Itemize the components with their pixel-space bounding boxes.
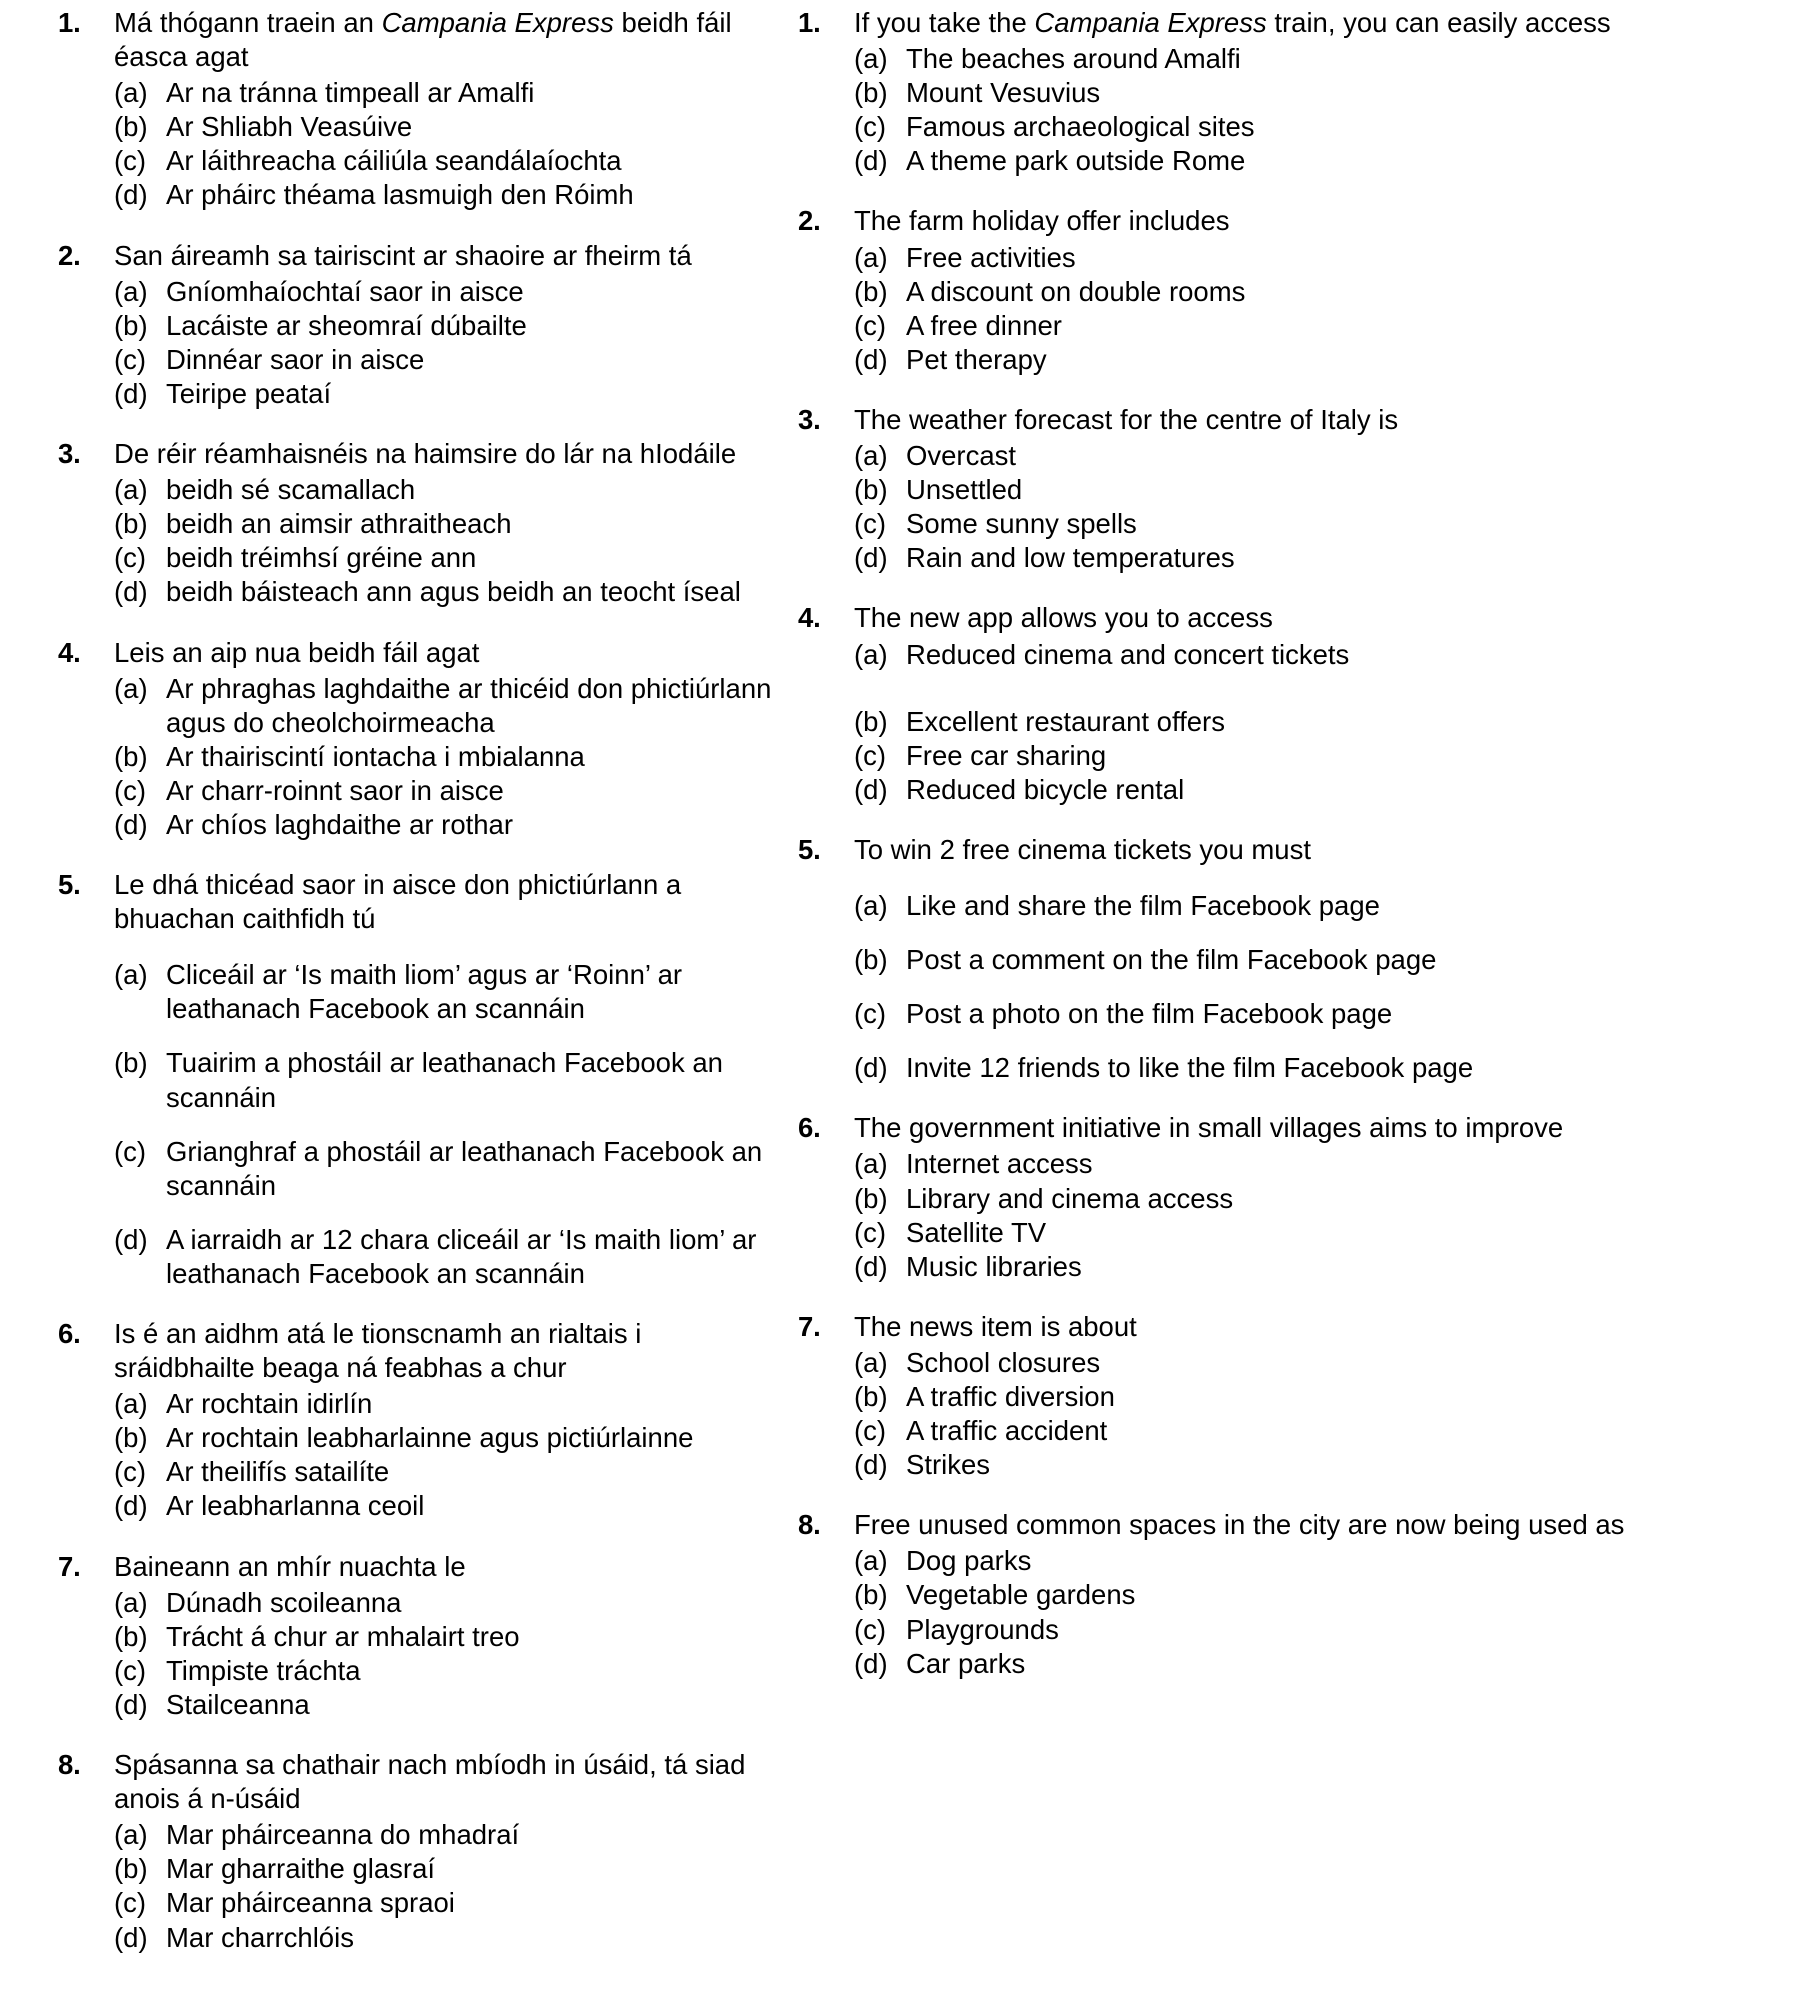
answer-option-letter: (d) <box>854 145 888 177</box>
answer-option[interactable] <box>854 1380 1798 1414</box>
answer-option[interactable] <box>114 507 782 541</box>
stem-text-emphasis: Campania Express <box>381 7 614 38</box>
answer-option[interactable] <box>854 1346 1798 1380</box>
question-stem-text <box>854 1310 1798 1344</box>
answer-option-text: beidh báisteach ann agus beidh an teocht íseal <box>166 576 741 608</box>
answer-option-letter: (d) <box>114 1223 148 1255</box>
answer-option-letter: (c) <box>854 998 887 1030</box>
answer-option-letter: (a) <box>854 43 888 75</box>
answer-option-text: Mar gharraithe glasraí <box>166 1853 436 1885</box>
answer-option-letter: (a) <box>854 1346 888 1378</box>
answer-option-list <box>798 889 1798 1085</box>
answer-option-letter: (c) <box>854 309 887 341</box>
answer-option-text: Mar pháirceanna do mhadraí <box>166 1819 520 1851</box>
answer-option-letter: (a) <box>114 1819 148 1851</box>
answer-option[interactable] <box>854 241 1798 275</box>
answer-option-text: Gníomhaíochtaí saor in aisce <box>166 275 524 307</box>
question-block <box>798 1310 1798 1482</box>
answer-option-list <box>58 1818 782 1954</box>
answer-option[interactable] <box>114 1688 782 1722</box>
answer-option[interactable] <box>854 42 1798 76</box>
answer-option-text: Like and share the film Facebook page <box>906 889 1380 921</box>
question-stem-text <box>854 601 1798 635</box>
answer-option-text: Ar charr-roinnt saor in aisce <box>166 774 504 806</box>
answer-option-text: Unsettled <box>906 474 1023 506</box>
answer-option-letter: (a) <box>114 1586 148 1618</box>
question-stem-text <box>854 833 1798 867</box>
answer-option-text: A traffic diversion <box>906 1381 1115 1412</box>
answer-option-text: Grianghraf a phostáil ar leathanach Facebook an scannáin <box>166 1135 763 1201</box>
answer-option-letter: (d) <box>114 1921 148 1953</box>
answer-option-letter: (c) <box>114 1456 147 1488</box>
answer-option-letter: (d) <box>114 179 148 211</box>
answer-option[interactable] <box>114 309 782 343</box>
answer-option-text: Mar pháirceanna spraoi <box>166 1887 455 1919</box>
answer-option[interactable] <box>854 541 1798 575</box>
stem-text-pre: De réir réamhaisnéis na haimsire do lár na hIodáile <box>114 438 737 470</box>
question-block <box>798 1111 1798 1283</box>
answer-option-text: Dúnadh scoileanna <box>166 1586 402 1618</box>
answer-option[interactable] <box>114 1654 782 1688</box>
answer-option-text: Mount Vesuvius <box>906 77 1101 109</box>
answer-option-list <box>58 76 782 212</box>
answer-option-text: Strikes <box>906 1449 991 1481</box>
answer-option-letter: (a) <box>114 77 148 109</box>
question-block <box>58 1748 782 1955</box>
answer-option-text: Lacáiste ar sheomraí dúbailte <box>166 309 527 341</box>
answer-option-text: Car parks <box>906 1647 1026 1679</box>
answer-option-letter: (d) <box>854 1647 888 1679</box>
answer-option-text: Ar leabharlanna ceoil <box>166 1490 425 1522</box>
answer-option[interactable] <box>114 76 782 110</box>
answer-option[interactable] <box>114 1421 782 1455</box>
answer-option-letter: (b) <box>854 944 888 976</box>
answer-option-text: Library and cinema access <box>906 1182 1234 1214</box>
answer-option-letter: (d) <box>854 1250 888 1282</box>
answer-option-text: A iarraidh ar 12 chara cliceáil ar ‘Is maith liom’ ar leathanach Facebook an scannáin <box>166 1223 757 1289</box>
answer-option[interactable] <box>114 473 782 507</box>
question-stem-text <box>114 239 782 273</box>
question-stem <box>58 239 782 273</box>
question-stem-text <box>854 6 1798 40</box>
answer-option-letter: (a) <box>114 672 148 704</box>
question-number: 4. <box>58 636 81 668</box>
answer-option-letter: (a) <box>854 889 888 921</box>
answer-option-letter: (c) <box>854 1415 887 1447</box>
answer-option-letter: (c) <box>114 774 147 806</box>
question-stem <box>798 6 1798 40</box>
stem-text-pre: Má thógann traein an <box>114 7 382 38</box>
answer-option[interactable] <box>114 740 782 774</box>
answer-option[interactable] <box>114 1620 782 1654</box>
stem-text-pre: San áireamh sa tairiscint ar shaoire ar fheirm tá <box>114 239 692 271</box>
answer-option-list <box>58 672 782 842</box>
question-number: 5. <box>58 869 81 901</box>
answer-option-letter: (b) <box>114 740 148 772</box>
question-number: 4. <box>798 602 821 634</box>
question-number: 8. <box>58 1749 81 1781</box>
question-block <box>798 833 1798 1085</box>
answer-option-text: Post a photo on the film Facebook page <box>906 998 1393 1030</box>
answer-option[interactable] <box>114 144 782 178</box>
answer-option[interactable] <box>114 178 782 212</box>
question-block <box>798 6 1798 178</box>
stem-text-pre: Free unused common spaces in the city are now being used as <box>854 1509 1625 1541</box>
answer-option[interactable] <box>854 343 1798 377</box>
answer-option[interactable] <box>114 1886 782 1920</box>
answer-option-text: Invite 12 friends to like the film Facebook page <box>906 1052 1474 1084</box>
answer-option-text: beidh sé scamallach <box>166 474 416 506</box>
answer-option-letter: (a) <box>114 1388 148 1420</box>
answer-option[interactable] <box>854 1216 1798 1250</box>
question-number: 7. <box>58 1550 81 1582</box>
answer-option-text: Pet therapy <box>906 343 1047 375</box>
question-number: 3. <box>798 403 821 435</box>
question-stem-text <box>114 1748 782 1816</box>
stem-text-pre: The government initiative in small villages aims to improve <box>854 1112 1564 1144</box>
answer-option-letter: (c) <box>114 343 147 375</box>
answer-option-text: Ar thairiscintí iontacha i mbialanna <box>166 740 585 772</box>
answer-option-text: Ar rochtain leabharlainne agus pictiúrlainne <box>166 1422 694 1454</box>
answer-option-letter: (b) <box>854 1381 888 1412</box>
answer-option-text: Playgrounds <box>906 1613 1059 1645</box>
answer-option-letter: (b) <box>114 1047 148 1079</box>
answer-option-text: Internet access <box>906 1148 1093 1180</box>
answer-option-letter: (d) <box>114 1490 148 1522</box>
answer-option[interactable] <box>854 773 1798 807</box>
answer-option-text: Ar na tránna timpeall ar Amalfi <box>166 77 535 109</box>
answer-option-letter: (a) <box>114 474 148 506</box>
answer-option[interactable] <box>854 1544 1798 1578</box>
answer-option-text: beidh tréimhsí gréine ann <box>166 542 477 574</box>
answer-option-text: A traffic accident <box>906 1415 1108 1447</box>
stem-text-pre: Leis an aip nua beidh fáil agat <box>114 636 480 668</box>
answer-option-text: Teiripe peataí <box>166 377 332 409</box>
answer-option[interactable] <box>854 1414 1798 1448</box>
answer-option[interactable] <box>114 110 782 144</box>
answer-option[interactable] <box>854 1647 1798 1681</box>
question-stem-text <box>114 1317 782 1385</box>
stem-text-emphasis: Campania Express <box>1034 7 1267 38</box>
answer-option[interactable] <box>114 1818 782 1852</box>
answer-option-letter: (b) <box>854 705 888 737</box>
answer-option-letter: (d) <box>854 542 888 574</box>
answer-option[interactable] <box>854 110 1798 144</box>
question-number: 3. <box>58 438 81 470</box>
question-block <box>798 601 1798 806</box>
answer-option-text: School closures <box>906 1346 1101 1378</box>
answer-option-text: A free dinner <box>906 309 1062 341</box>
answer-option[interactable] <box>854 1448 1798 1482</box>
answer-option-text: Reduced cinema and concert tickets <box>906 638 1350 670</box>
answer-option-text: Rain and low temperatures <box>906 542 1235 574</box>
stem-text-pre: Le dhá thicéad saor in aisce don phictiúrlann a bhuachan caithfidh tú <box>114 869 682 935</box>
question-number: 8. <box>798 1509 821 1541</box>
answer-option-letter: (d) <box>854 773 888 805</box>
stem-text-pre: If you take the <box>854 7 1035 38</box>
answer-option-letter: (b) <box>114 508 148 540</box>
answer-option-text: Free activities <box>906 241 1076 273</box>
question-block <box>58 6 782 213</box>
answer-option[interactable] <box>114 343 782 377</box>
answer-option-text: Some sunny spells <box>906 508 1137 540</box>
answer-option-letter: (a) <box>854 1148 888 1180</box>
answer-option-text: Stailceanna <box>166 1688 310 1720</box>
answer-option-text: The beaches around Amalfi <box>906 43 1241 75</box>
answer-option-letter: (d) <box>854 343 888 375</box>
answer-option[interactable] <box>114 575 782 609</box>
question-block <box>798 204 1798 376</box>
answer-option-text: Reduced bicycle rental <box>906 773 1185 805</box>
answer-option-letter: (b) <box>114 111 148 143</box>
question-stem-text <box>854 403 1798 437</box>
answer-option-text: Ar phraghas laghdaithe ar thicéid don phictiúrlann agus do cheolchoirmeacha <box>166 672 772 738</box>
answer-option-list <box>798 1147 1798 1283</box>
answer-option[interactable] <box>854 473 1798 507</box>
stem-text-post: train, you can easily access <box>1266 7 1611 38</box>
answer-option[interactable] <box>114 1046 782 1114</box>
answer-option-text: A theme park outside Rome <box>906 145 1246 177</box>
answer-option-letter: (d) <box>854 1052 888 1084</box>
answer-option-text: Dinnéar saor in aisce <box>166 343 425 375</box>
answer-option-text: Ar theilifís satailíte <box>166 1456 390 1488</box>
answer-option[interactable] <box>114 672 782 740</box>
answer-option-letter: (b) <box>854 275 888 307</box>
answer-option-letter: (b) <box>854 1579 888 1611</box>
answer-option-letter: (c) <box>854 739 887 771</box>
stem-text-pre: The news item is about <box>854 1310 1137 1342</box>
answer-option[interactable] <box>854 275 1798 309</box>
answer-option-text: Tuairim a phostáil ar leathanach Facebook an scannáin <box>166 1047 723 1113</box>
answer-option[interactable] <box>854 943 1798 977</box>
answer-option[interactable] <box>854 1613 1798 1647</box>
answer-option-text: Ar rochtain idirlín <box>166 1388 373 1420</box>
answer-option-letter: (d) <box>114 576 148 608</box>
answer-option-letter: (c) <box>854 1613 887 1645</box>
answer-option-letter: (c) <box>114 145 147 177</box>
answer-option-letter: (c) <box>114 1654 147 1686</box>
question-stem-text <box>114 1550 782 1584</box>
answer-option[interactable] <box>854 997 1798 1031</box>
answer-option[interactable] <box>114 1921 782 1955</box>
answer-option[interactable] <box>854 889 1798 923</box>
answer-option-text: Free car sharing <box>906 739 1107 771</box>
question-block <box>58 868 782 1291</box>
answer-option-list <box>798 1346 1798 1482</box>
answer-option-text: A discount on double rooms <box>906 275 1246 307</box>
answer-option-letter: (a) <box>854 1545 888 1577</box>
question-block <box>798 403 1798 575</box>
question-column-english <box>790 6 1818 1681</box>
answer-option-list <box>58 958 782 1291</box>
answer-option-text: Excellent restaurant offers <box>906 705 1225 737</box>
question-stem <box>798 204 1798 238</box>
answer-option-text: Trácht á chur ar mhalairt treo <box>166 1620 520 1652</box>
answer-option[interactable] <box>114 377 782 411</box>
answer-option[interactable] <box>114 275 782 309</box>
answer-option-letter: (b) <box>114 1853 148 1885</box>
question-stem <box>798 1310 1798 1344</box>
answer-option-list <box>798 638 1798 807</box>
answer-option-letter: (b) <box>854 1182 888 1214</box>
answer-option-letter: (b) <box>854 474 888 506</box>
answer-option[interactable] <box>854 1578 1798 1612</box>
answer-option-letter: (b) <box>114 309 148 341</box>
stem-text-post: beidh fáil éasca agat <box>114 7 732 73</box>
question-stem-text <box>854 204 1798 238</box>
answer-option-text: Overcast <box>906 440 1017 472</box>
answer-option-letter: (b) <box>854 77 888 109</box>
answer-option-letter: (a) <box>114 275 148 307</box>
question-number: 1. <box>798 7 821 38</box>
answer-option-list <box>798 42 1798 178</box>
answer-option-text: Ar láithreacha cáiliúla seandálaíochta <box>166 145 622 177</box>
answer-option[interactable] <box>114 958 782 1026</box>
answer-option-letter: (c) <box>854 508 887 540</box>
answer-option-letter: (a) <box>854 241 888 273</box>
question-stem <box>798 601 1798 635</box>
question-stem <box>58 868 782 936</box>
answer-option-list <box>798 439 1798 575</box>
answer-option[interactable] <box>854 144 1798 178</box>
answer-option-list <box>798 1544 1798 1680</box>
answer-option-letter: (b) <box>114 1620 148 1652</box>
answer-option[interactable] <box>854 76 1798 110</box>
answer-option[interactable] <box>114 1489 782 1523</box>
answer-option-letter: (a) <box>114 959 148 991</box>
answer-option-text: Mar charrchlóis <box>166 1921 354 1953</box>
answer-option[interactable] <box>854 739 1798 773</box>
stem-text-pre: Baineann an mhír nuachta le <box>114 1550 466 1582</box>
question-stem <box>798 833 1798 867</box>
answer-option[interactable] <box>854 1250 1798 1284</box>
question-stem <box>798 1508 1798 1542</box>
answer-option-text: Post a comment on the film Facebook page <box>906 944 1437 976</box>
answer-option[interactable] <box>114 774 782 808</box>
answer-option-text: Ar pháirc théama lasmuigh den Róimh <box>166 179 634 211</box>
question-number: 1. <box>58 7 81 38</box>
stem-text-pre: The farm holiday offer includes <box>854 205 1230 237</box>
question-number: 7. <box>798 1310 821 1342</box>
question-column-irish <box>0 6 790 1955</box>
answer-option-letter: (a) <box>854 638 888 670</box>
answer-option[interactable] <box>854 1051 1798 1085</box>
answer-option-text: Ar chíos laghdaithe ar rothar <box>166 808 513 840</box>
answer-option[interactable] <box>854 439 1798 473</box>
answer-option-text: Cliceáil ar ‘Is maith liom’ agus ar ‘Roinn’ ar leathanach Facebook an scannáin <box>166 959 683 1025</box>
question-stem-text <box>854 1508 1798 1542</box>
answer-option-letter: (d) <box>114 377 148 409</box>
stem-text-pre: Spásanna sa chathair nach mbíodh in úsáid, tá siad anois á n-úsáid <box>114 1749 746 1815</box>
answer-option-letter: (d) <box>114 808 148 840</box>
answer-option-letter: (d) <box>854 1449 888 1481</box>
answer-option-list <box>58 473 782 609</box>
answer-option[interactable] <box>114 1852 782 1886</box>
question-number: 6. <box>798 1112 821 1144</box>
stem-text-pre: The weather forecast for the centre of Italy is <box>854 403 1399 435</box>
answer-option-letter: (c) <box>854 1216 887 1248</box>
question-stem-text <box>114 636 782 670</box>
answer-option[interactable] <box>114 1586 782 1620</box>
answer-option-letter: (c) <box>114 542 147 574</box>
answer-option-list <box>58 1586 782 1722</box>
answer-option[interactable] <box>854 705 1798 739</box>
answer-option-text: Ar Shliabh Veasúive <box>166 111 413 143</box>
question-block <box>58 239 782 411</box>
answer-option[interactable] <box>854 1182 1798 1216</box>
answer-option-letter: (b) <box>114 1422 148 1454</box>
question-stem <box>58 1317 782 1385</box>
question-stem <box>58 6 782 74</box>
answer-option[interactable] <box>854 1147 1798 1181</box>
answer-option-text: Timpiste tráchta <box>166 1654 361 1686</box>
question-stem-text <box>114 868 782 936</box>
question-stem <box>58 636 782 670</box>
question-block <box>798 1508 1798 1680</box>
answer-option[interactable] <box>854 507 1798 541</box>
stem-text-pre: To win 2 free cinema tickets you must <box>854 833 1311 865</box>
question-number: 5. <box>798 833 821 865</box>
answer-option-text: Famous archaeological sites <box>906 111 1255 143</box>
question-stem-text <box>854 1111 1798 1145</box>
answer-option[interactable] <box>854 309 1798 343</box>
answer-option-list <box>58 275 782 411</box>
answer-option[interactable] <box>114 1387 782 1421</box>
answer-option[interactable] <box>114 1455 782 1489</box>
answer-option[interactable] <box>114 808 782 842</box>
answer-option-text: Vegetable gardens <box>906 1579 1136 1611</box>
answer-option-text: beidh an aimsir athraitheach <box>166 508 512 540</box>
question-number: 2. <box>798 205 821 237</box>
question-block <box>58 437 782 609</box>
answer-option-text: Dog parks <box>906 1545 1032 1577</box>
question-stem <box>58 1748 782 1816</box>
question-block <box>58 1550 782 1722</box>
question-stem <box>58 1550 782 1584</box>
answer-option[interactable] <box>114 1223 782 1291</box>
answer-option-letter: (d) <box>114 1688 148 1720</box>
stem-text-pre: Is é an aidhm atá le tionscnamh an rialtais i sráidbhailte beaga ná feabhas a chur <box>114 1318 642 1384</box>
answer-option-letter: (c) <box>114 1887 147 1919</box>
answer-option-letter: (a) <box>854 440 888 472</box>
question-stem-text <box>114 437 782 471</box>
answer-option-list <box>798 241 1798 377</box>
answer-option[interactable] <box>854 638 1798 672</box>
answer-option[interactable] <box>114 541 782 575</box>
question-block <box>58 1317 782 1524</box>
answer-option-letter: (c) <box>854 111 887 143</box>
answer-option-list <box>58 1387 782 1523</box>
stem-text-pre: The new app allows you to access <box>854 602 1273 634</box>
question-stem <box>798 403 1798 437</box>
question-stem-text <box>114 6 782 74</box>
question-number: 6. <box>58 1318 81 1349</box>
answer-option-letter: (c) <box>114 1135 147 1167</box>
answer-option-text: Music libraries <box>906 1250 1082 1282</box>
answer-option[interactable] <box>114 1135 782 1203</box>
question-stem <box>58 437 782 471</box>
question-number: 2. <box>58 239 81 271</box>
question-block <box>58 636 782 843</box>
question-stem <box>798 1111 1798 1145</box>
answer-option-text: Satellite TV <box>906 1216 1047 1248</box>
